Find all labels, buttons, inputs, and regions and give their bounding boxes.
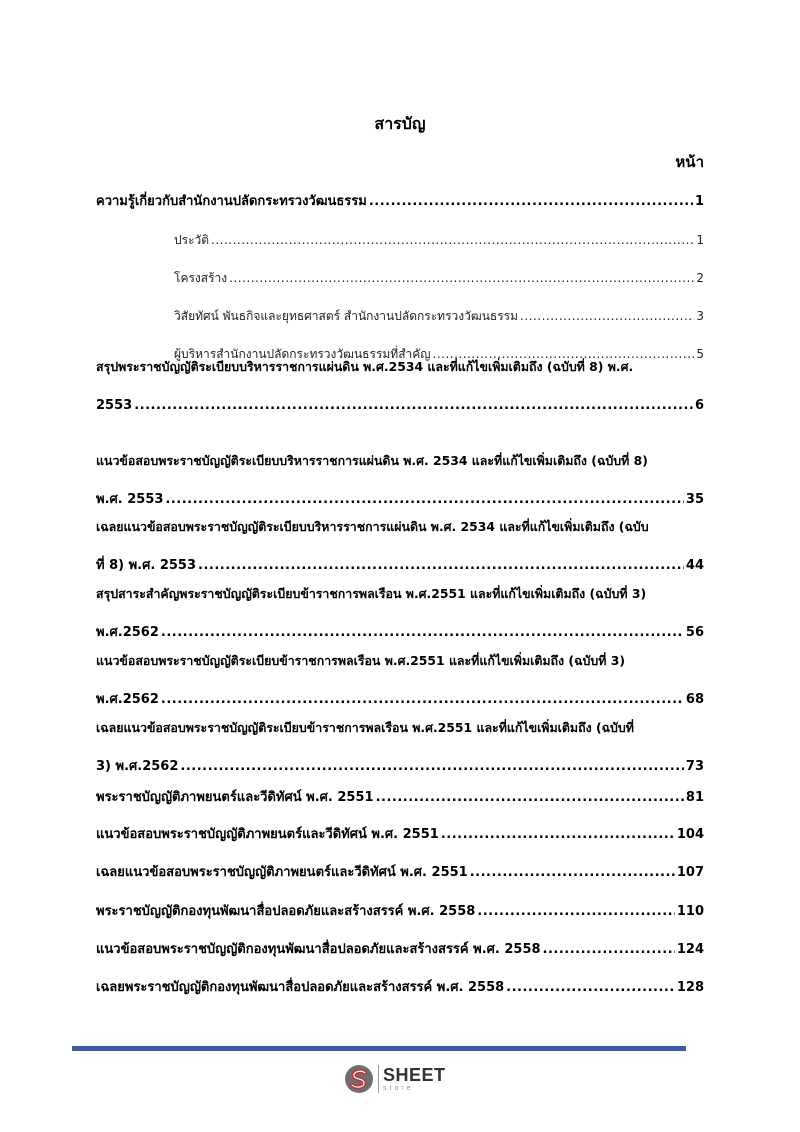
toc-entry-page: 56 [685, 625, 704, 640]
leader-dots [369, 190, 693, 214]
toc-entry-title-line2: พ.ศ. 2553 [96, 492, 164, 507]
toc-entry-title: ประวัติ [174, 233, 210, 247]
toc-entry-page: 104 [676, 827, 704, 842]
toc-entry-title-line2: พ.ศ.2562 [96, 692, 159, 707]
toc-entry[interactable] [96, 786, 704, 810]
toc-entry-page: 81 [685, 790, 704, 805]
footer-divider [72, 1046, 686, 1051]
page-number-header: หน้า [675, 153, 704, 171]
toc-entry-title: แนวข้อสอบพระราชบัญญัติภาพยนตร์และวีดิทัศน์ พ.ศ. 2551 [96, 827, 439, 842]
leader-dots [161, 621, 684, 645]
toc-entry[interactable] [96, 716, 704, 779]
logo-s-icon [344, 1064, 374, 1094]
toc-entry-page: 68 [685, 692, 704, 707]
leader-dots [477, 900, 675, 924]
toc-entry-page: 5 [696, 347, 704, 361]
toc-entry-page: 3 [696, 309, 704, 323]
toc-entry-title: ผู้บริหารสำนักงานปลัดกระทรวงวัฒนธรรมที่สำคัญ [174, 347, 431, 361]
toc-entry[interactable] [96, 938, 704, 962]
toc-entry[interactable] [96, 449, 704, 512]
logo-divider [378, 1065, 379, 1093]
logo-brand-text: SHEET [383, 1065, 446, 1085]
toc-entry[interactable] [96, 900, 704, 924]
toc-subentry[interactable] [174, 304, 704, 328]
toc-subentry[interactable] [174, 228, 704, 252]
toc-entry-page: 107 [676, 865, 704, 880]
leader-dots [229, 266, 694, 290]
toc-entry-page: 1 [694, 194, 704, 209]
toc-entry-page: 73 [685, 759, 704, 774]
leader-dots [376, 786, 684, 810]
toc-entry-title-line1: สรุปพระราชบัญญัติระเบียบบริหารราชการแผ่นดิน พ.ศ.2534 และที่แก้ไขเพิ่มเติมถึง (ฉบับที่ 8) พ.ศ. [96, 359, 634, 374]
toc-entry-page: 6 [694, 398, 704, 413]
toc-entry-title: พระราชบัญญัติภาพยนตร์และวีดิทัศน์ พ.ศ. 2551 [96, 790, 374, 805]
toc-entry-title: โครงสร้าง [174, 271, 228, 285]
toc-entry-page: 110 [676, 904, 704, 919]
toc-entry-page: 2 [696, 271, 704, 285]
table-of-contents [96, 0, 704, 1132]
leader-dots [165, 488, 684, 512]
toc-entry[interactable] [96, 190, 704, 214]
toc-entry-title-line1: เฉลยแนวข้อสอบพระราชบัญญัติระเบียบบริหารราชการแผ่นดิน พ.ศ. 2534 และที่แก้ไขเพิ่มเติมถึง (ฉบับ [96, 519, 649, 534]
leader-dots [180, 755, 684, 779]
toc-entry-title: เฉลยพระราชบัญญัติกองทุนพัฒนาสื่อปลอดภัยและสร้างสรรค์ พ.ศ. 2558 [96, 980, 505, 995]
toc-entry-title: พระราชบัญญัติกองทุนพัฒนาสื่อปลอดภัยและสร้างสรรค์ พ.ศ. 2558 [96, 904, 476, 919]
toc-entry-page: 1 [696, 233, 704, 247]
toc-entry[interactable] [96, 976, 704, 1000]
toc-entry-title-line2: 3) พ.ศ.2562 [96, 759, 179, 774]
toc-entry-page: 44 [685, 558, 704, 573]
toc-entry[interactable] [96, 355, 704, 418]
toc-entry[interactable] [96, 861, 704, 885]
leader-dots [134, 394, 693, 418]
toc-entry[interactable] [96, 515, 704, 578]
leader-dots [470, 861, 675, 885]
toc-entry-title-line2: 2553 [96, 398, 133, 413]
toc-entry-title: วิสัยทัศน์ พันธกิจและยุทธศาสตร์ สำนักงานปลัดกระทรวงวัฒนธรรม [174, 309, 519, 323]
toc-entry-title-line1: แนวข้อสอบพระราชบัญญัติระเบียบข้าราชการพลเรือน พ.ศ.2551 และที่แก้ไขเพิ่มเติมถึง (ฉบับที่ 3) [96, 653, 626, 668]
toc-entry[interactable] [96, 582, 704, 645]
toc-entry[interactable] [96, 649, 704, 712]
leader-dots [441, 823, 675, 847]
toc-entry-page: 124 [676, 942, 704, 957]
toc-entry-title: แนวข้อสอบพระราชบัญญัติกองทุนพัฒนาสื่อปลอดภัยและสร้างสรรค์ พ.ศ. 2558 [96, 942, 541, 957]
leader-dots [520, 304, 694, 328]
toc-subentry[interactable] [174, 266, 704, 290]
toc-entry-title-line1: แนวข้อสอบพระราชบัญญัติระเบียบบริหารราชการแผ่นดิน พ.ศ. 2534 และที่แก้ไขเพิ่มเติมถึง (ฉบับที่ 8) [96, 453, 648, 468]
toc-entry-page: 128 [676, 980, 704, 995]
toc-entry-title-line1: สรุปสาระสำคัญพระราชบัญญัติระเบียบข้าราชการพลเรือน พ.ศ.2551 และที่แก้ไขเพิ่มเติมถึง (ฉบับที่ 3) [96, 586, 647, 601]
toc-entry-title: เฉลยแนวข้อสอบพระราชบัญญัติภาพยนตร์และวีดิทัศน์ พ.ศ. 2551 [96, 865, 468, 880]
leader-dots [543, 938, 675, 962]
leader-dots [161, 688, 684, 712]
leader-dots [506, 976, 675, 1000]
sheet-store-logo [344, 1064, 446, 1094]
toc-entry-title-line2: ที่ 8) พ.ศ. 2553 [96, 558, 197, 573]
toc-entry-page: 35 [685, 492, 704, 507]
leader-dots [198, 554, 684, 578]
toc-entry-title: ความรู้เกี่ยวกับสำนักงานปลัดกระทรวงวัฒนธรรม [96, 194, 367, 209]
toc-entry[interactable] [96, 823, 704, 847]
logo-brand-subtext: store [383, 1085, 414, 1092]
toc-entry-title-line1: เฉลยแนวข้อสอบพระราชบัญญัติระเบียบข้าราชการพลเรือน พ.ศ.2551 และที่แก้ไขเพิ่มเติมถึง (ฉบับที่ [96, 720, 634, 735]
leader-dots [211, 228, 694, 252]
page-title: สารบัญ [374, 114, 426, 133]
toc-entry-title-line2: พ.ศ.2562 [96, 625, 159, 640]
